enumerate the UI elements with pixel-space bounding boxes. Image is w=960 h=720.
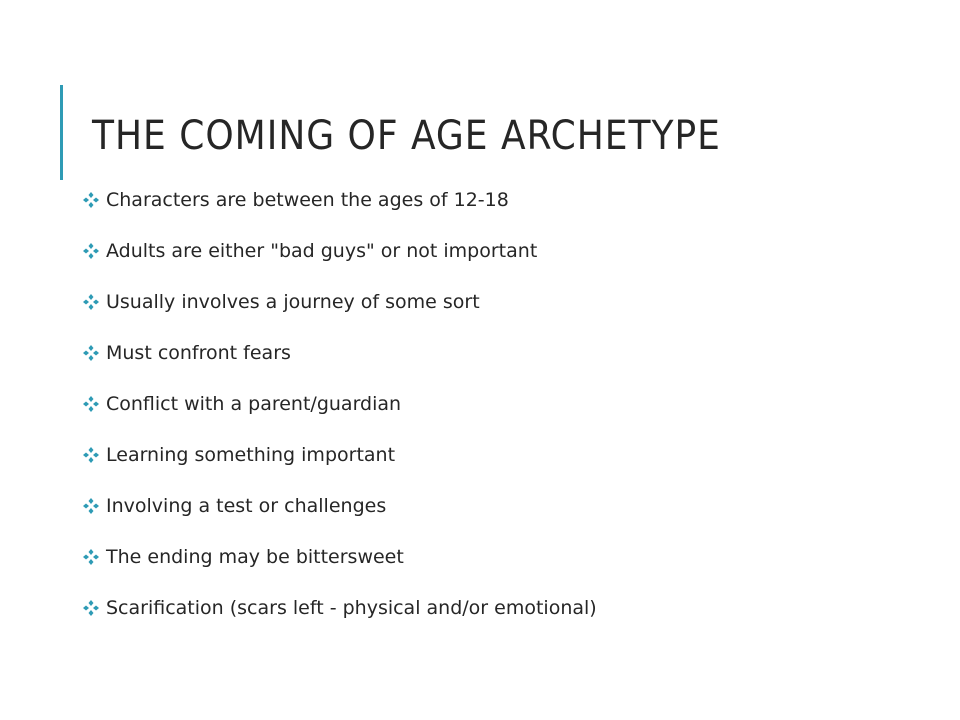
bullet-item [82, 327, 597, 378]
title-accent-bar [60, 85, 63, 180]
four-diamond-bullet-icon [82, 599, 100, 617]
four-diamond-bullet-icon [82, 395, 100, 413]
bullet-item [82, 429, 597, 480]
bullet-text: Characters are between the ages of 12-18 [106, 188, 509, 211]
four-diamond-bullet-icon [82, 344, 100, 362]
four-diamond-bullet-icon [82, 242, 100, 260]
four-diamond-bullet-icon [82, 446, 100, 464]
four-diamond-bullet-icon [82, 548, 100, 566]
four-diamond-bullet-icon [82, 293, 100, 311]
bullet-text: Involving a test or challenges [106, 494, 387, 517]
slide-title: THE COMING OF AGE ARCHETYPE [92, 113, 721, 159]
bullet-text: Conflict with a parent/guardian [106, 392, 402, 415]
bullet-item [82, 582, 597, 633]
bullet-text: Must confront fears [106, 341, 291, 364]
bullet-item [82, 378, 597, 429]
bullet-text: Usually involves a journey of some sort [106, 290, 480, 313]
bullet-item [82, 174, 597, 225]
bullet-item [82, 531, 597, 582]
bullet-list [82, 174, 597, 633]
bullet-text: The ending may be bittersweet [106, 545, 404, 568]
bullet-item [82, 480, 597, 531]
bullet-item [82, 225, 597, 276]
bullet-text: Scarification (scars left - physical and/or emotional) [106, 596, 597, 619]
four-diamond-bullet-icon [82, 497, 100, 515]
bullet-text: Adults are either "bad guys" or not important [106, 239, 538, 262]
four-diamond-bullet-icon [82, 191, 100, 209]
bullet-item [82, 276, 597, 327]
bullet-text: Learning something important [106, 443, 396, 466]
